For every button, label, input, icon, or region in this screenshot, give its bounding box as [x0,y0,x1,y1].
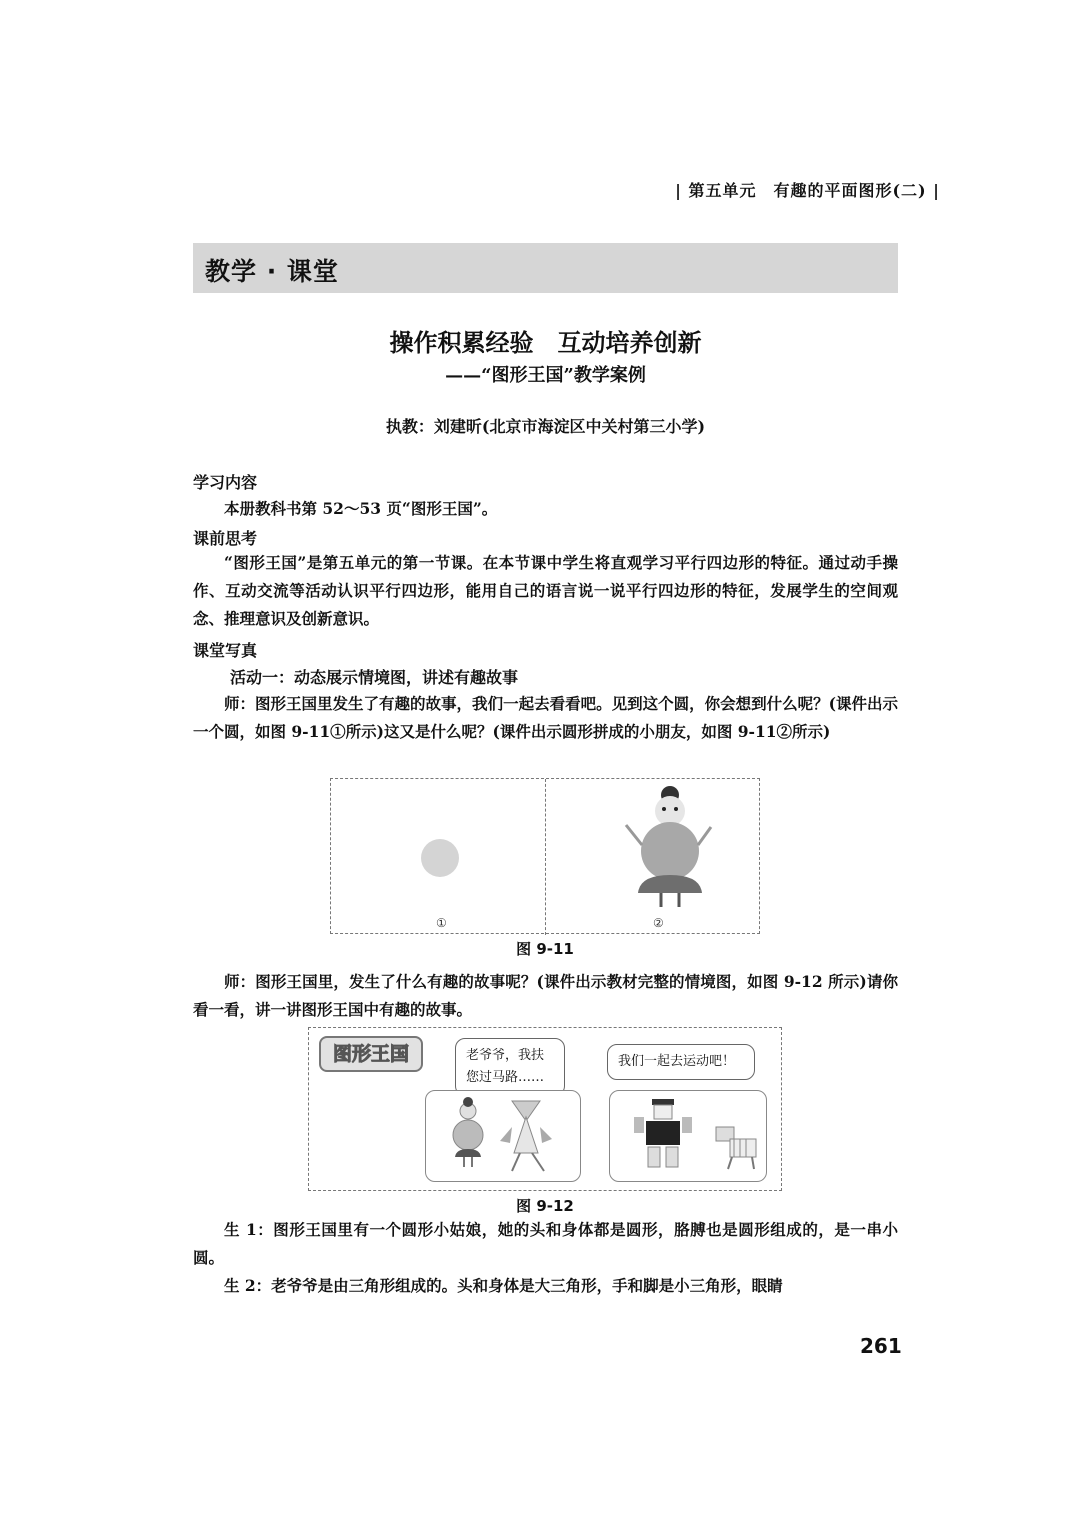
prethink-heading: 课前思考 [193,529,258,548]
speech-bubble-right: 我们一起去运动吧！ [607,1044,755,1080]
girl-and-grandpa-figures [440,1097,570,1177]
prethink-text: “图形王国”是第五单元的第一节课。在本节课中学生将直观学习平行四边形的特征。通过动手操作、互动交流等活动认识平行四边形，能用自己的语言说一说平行四边形的特征，发展学生的空间观念、推理意识及创新意识。 [193,553,898,628]
article-subtitle: ——“图形王国”教学案例 [445,365,646,386]
section-label: 教学 · 课堂 [205,257,339,286]
section-band [193,243,898,293]
content-text: 本册教科书第 52～53 页“图形王国”。 [224,499,498,518]
student-paragraph-2: 生 2：老爷爷是由三角形组成的。头和身体是大三角形，手和脚是小三角形，眼睛 [224,1276,783,1295]
figure-9-12-caption: 图 9-12 [516,1197,574,1215]
article-title: 操作积累经验 互动培养创新 [389,329,702,357]
circle-kid-figure [616,785,716,915]
figure-9-12 [308,1027,782,1191]
scene-left [425,1090,581,1182]
panel-1-mark: ① [436,916,447,930]
class-heading: 课堂写真 [193,641,258,660]
circle-shape [421,839,459,877]
figure-9-11-caption: 图 9-11 [516,940,574,958]
student-paragraph-1: 生 1：图形王国里有一个圆形小姑娘，她的头和身体都是圆形，胳膊也是圆形组成的，是一串小圆。 [193,1220,898,1267]
teacher-paragraph-1: 师：图形王国里发生了有趣的故事，我们一起去看看吧。见到这个圆，你会想到什么呢？(课件出示一个圆，如图 9-11①所示)这又是什么呢？(课件出示圆形拼成的小朋友，如图 9-11②所示) [193,694,898,741]
content-heading: 学习内容 [193,473,258,492]
scene-right [609,1090,767,1182]
shape-kingdom-logo: 图形王国 [319,1036,423,1072]
speech-bubble-left: 老爷爷，我扶您过马路…… [455,1038,565,1096]
article-author: 执教：刘建昕(北京市海淀区中关村第三小学) [385,417,706,436]
page-number: 261 [860,1334,902,1358]
running-header: | 第五单元 有趣的平面图形(二) | [675,181,940,200]
activity1-heading: 活动一：动态展示情境图，讲述有趣故事 [230,668,519,687]
figure-divider [545,779,546,935]
figure-9-11 [330,778,760,934]
square-man-and-dog-figures [620,1097,760,1177]
teacher-paragraph-2: 师：图形王国里，发生了什么有趣的故事呢？(课件出示教材完整的情境图，如图 9-12 所示)请你看一看，讲一讲图形王国中有趣的故事。 [193,972,898,1019]
panel-2-mark: ② [653,916,664,930]
